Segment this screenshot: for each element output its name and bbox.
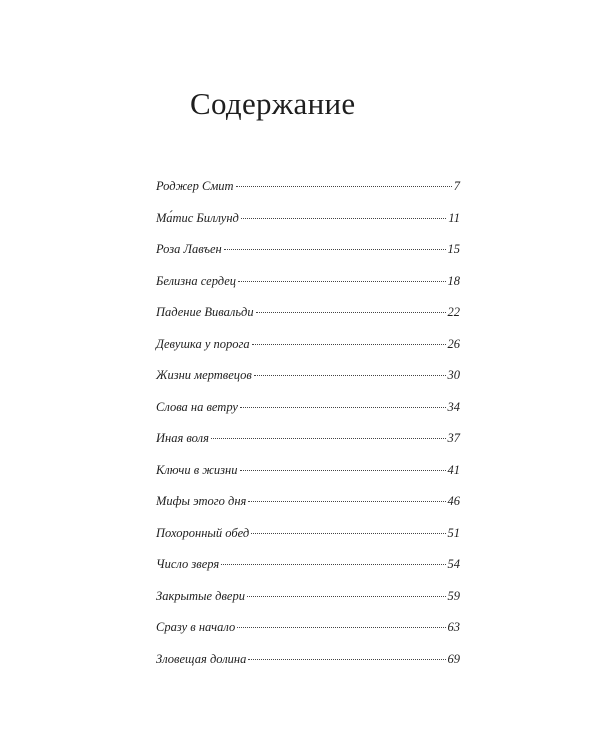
toc-entry-title: Закрытые двери <box>156 588 245 603</box>
toc-entry <box>156 523 460 555</box>
dot-leader <box>248 501 445 502</box>
toc-entry-title: Жизни мертвецов <box>156 368 252 382</box>
dot-leader <box>224 249 446 250</box>
toc-entry-title: Белизна сердец <box>156 273 237 288</box>
toc-entry-title: Роджер Смит <box>156 179 234 193</box>
toc-entry <box>156 428 460 460</box>
toc-entry-title: Ма́тис Биллунд <box>156 210 239 225</box>
toc-page-number: 30 <box>447 368 460 382</box>
toc-entry-title: Сразу в начало <box>156 620 236 634</box>
dot-leader <box>240 407 446 408</box>
toc-entry-title: Иная воля <box>156 431 209 445</box>
toc-entry <box>156 365 460 397</box>
dot-leader <box>247 596 446 597</box>
dot-leader <box>221 564 445 565</box>
toc-page-number: 34 <box>447 399 460 414</box>
table-of-contents <box>156 176 460 680</box>
toc-entry <box>156 334 460 366</box>
toc-entry-title: Число зверя <box>156 557 220 571</box>
dot-leader <box>254 375 446 376</box>
toc-entry <box>156 176 460 208</box>
toc-entry-title: Ключи в жизни <box>156 462 238 477</box>
toc-page-number: 59 <box>447 588 460 603</box>
toc-entry <box>156 491 460 523</box>
dot-leader <box>240 470 446 471</box>
toc-page-number: 18 <box>447 273 460 288</box>
toc-page-number: 15 <box>447 242 460 256</box>
dot-leader <box>248 659 445 660</box>
toc-entry <box>156 271 460 303</box>
dot-leader <box>238 281 445 282</box>
toc-entry <box>156 649 460 681</box>
toc-page-number: 26 <box>447 336 460 351</box>
dot-leader <box>211 438 446 439</box>
toc-page-number: 54 <box>447 557 460 571</box>
page-title: Содержание <box>190 86 356 121</box>
toc-page-number: 11 <box>448 210 460 225</box>
toc-entry <box>156 617 460 649</box>
toc-entry <box>156 554 460 586</box>
dot-leader <box>236 186 452 187</box>
toc-page-number: 51 <box>447 525 460 540</box>
toc-page-number: 63 <box>447 620 460 634</box>
toc-page-number: 69 <box>447 651 460 666</box>
toc-entry <box>156 239 460 271</box>
toc-entry <box>156 397 460 429</box>
dot-leader <box>256 312 446 313</box>
toc-entry <box>156 586 460 618</box>
toc-page-number: 41 <box>447 462 460 477</box>
toc-entry-title: Падение Вивальди <box>156 305 254 319</box>
toc-entry-title: Похоронный обед <box>156 525 250 540</box>
dot-leader <box>252 344 446 345</box>
toc-entry-title: Слова на ветру <box>156 399 238 414</box>
toc-page-number: 46 <box>447 494 460 508</box>
toc-entry-title: Девушка у порога <box>156 336 250 351</box>
toc-entry <box>156 208 460 240</box>
dot-leader <box>241 218 447 219</box>
toc-page-number: 7 <box>453 179 460 193</box>
dot-leader <box>251 533 445 534</box>
toc-page-number: 22 <box>447 305 460 319</box>
toc-page-number: 37 <box>447 431 460 445</box>
toc-entry-title: Роза Лавъен <box>156 242 222 256</box>
toc-entry-title: Мифы этого дня <box>156 494 247 508</box>
toc-entry <box>156 302 460 334</box>
toc-entry <box>156 460 460 492</box>
toc-entry-title: Зловещая долина <box>156 651 247 666</box>
dot-leader <box>237 627 445 628</box>
